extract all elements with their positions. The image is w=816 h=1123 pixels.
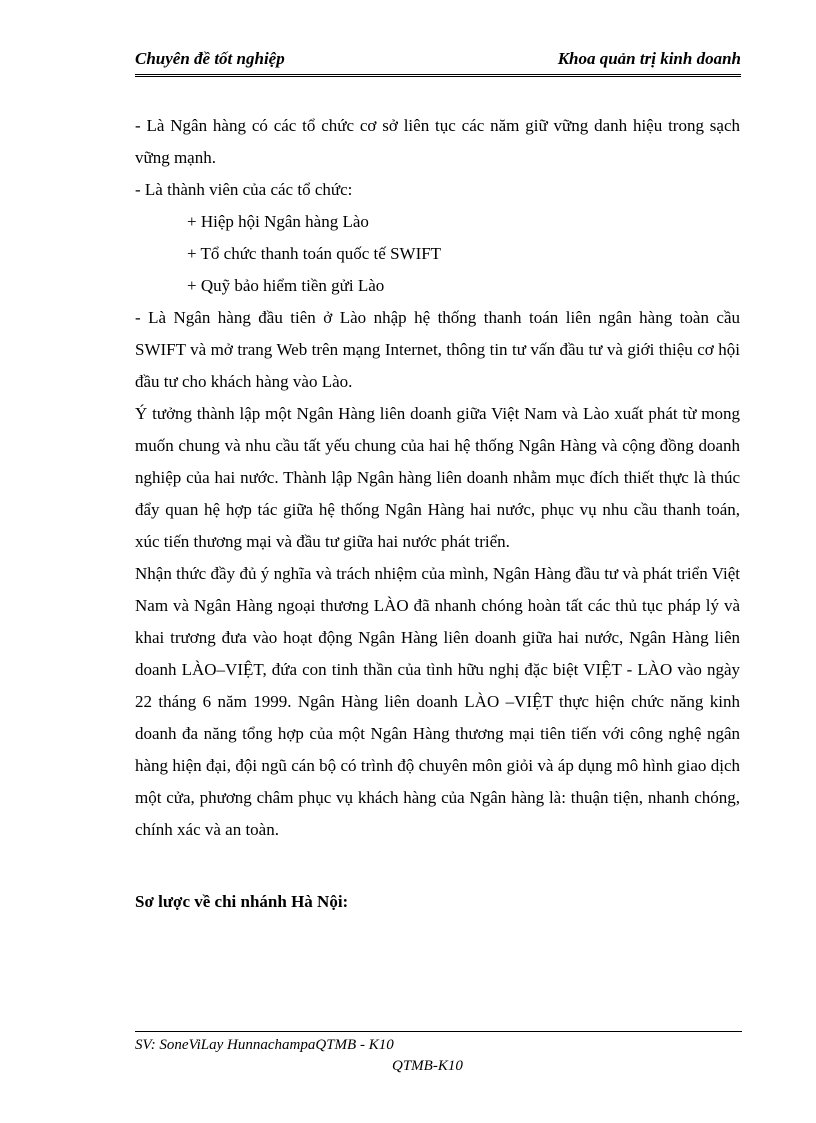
paragraph-1: - Là Ngân hàng có các tổ chức cơ sở liên tục các năm giữ vững danh hiệu trong sạch vững mạnh. <box>135 116 740 167</box>
page-header <box>135 48 741 77</box>
member-item: + Quỹ bảo hiểm tiền gửi Lào <box>187 276 385 295</box>
section-heading: Sơ lược về chi nhánh Hà Nội: <box>135 892 349 911</box>
page-footer <box>135 1031 742 1074</box>
member-item: + Tổ chức thanh toán quốc tế SWIFT <box>187 244 442 263</box>
footer-student-line: SV: SoneViLay HunnachampaQTMB - K10 <box>135 1037 394 1053</box>
paragraph-5: Nhận thức đầy đủ ý nghĩa và trách nhiệm của mình, Ngân Hàng đầu tư và phát triển Việt Nam và Ngân Hàng ngoại thương LÀO đã nhanh chóng hoàn tất các thủ tục pháp lý và khai trương đưa vào hoạt động Ngân Hàng liên doanh giữa hai nước, Ngân Hàng liên doanh LÀO–VIỆT, đứa con tinh thần của tình hữu nghị đặc biệt VIỆT - LÀO vào ngày 22 tháng 6 năm 1999. Ngân Hàng liên doanh LÀO –VIỆT thực hiện chức năng kinh doanh đa năng tổng hợp của một Ngân Hàng thương mại tiên tiến với công nghệ ngân hàng hiện đại, đội ngũ cán bộ có trình độ chuyên môn giỏi và áp dụng mô hình giao dịch một cửa, phương châm phục vụ khách hàng của Ngân hàng là: thuận tiện, nhanh chóng, chính xác và an toàn. <box>135 564 740 839</box>
paragraph-3: - Là Ngân hàng đầu tiên ở Lào nhập hệ thống thanh toán liên ngân hàng toàn cầu SWIFT và mở trang Web trên mạng Internet, thông tin tư vấn đầu tư và giới thiệu cơ hội đầu tư cho khách hàng vào Lào. <box>135 308 740 391</box>
header-right-title: Khoa quản trị kinh doanh <box>557 49 741 68</box>
document-body <box>135 110 740 918</box>
member-list <box>135 206 740 302</box>
paragraph-2: - Là thành viên của các tổ chức: <box>135 180 353 199</box>
paragraph-4: Ý tưởng thành lập một Ngân Hàng liên doanh giữa Việt Nam và Lào xuất phát từ mong muốn chung và nhu cầu tất yếu chung của hai hệ thống Ngân Hàng và cộng đồng doanh nghiệp của hai nước. Thành lập Ngân hàng liên doanh nhằm mục đích thiết thực là thúc đẩy quan hệ hợp tác giữa hệ thống Ngân Hàng hai nước, phục vụ nhu cầu thanh toán, xúc tiến thương mại và đầu tư giữa hai nước phát triển. <box>135 404 740 551</box>
member-item: + Hiệp hội Ngân hàng Lào <box>187 212 369 231</box>
footer-class-line: QTMB-K10 <box>392 1058 463 1074</box>
header-left-title: Chuyên đề tốt nghiệp <box>135 49 285 68</box>
